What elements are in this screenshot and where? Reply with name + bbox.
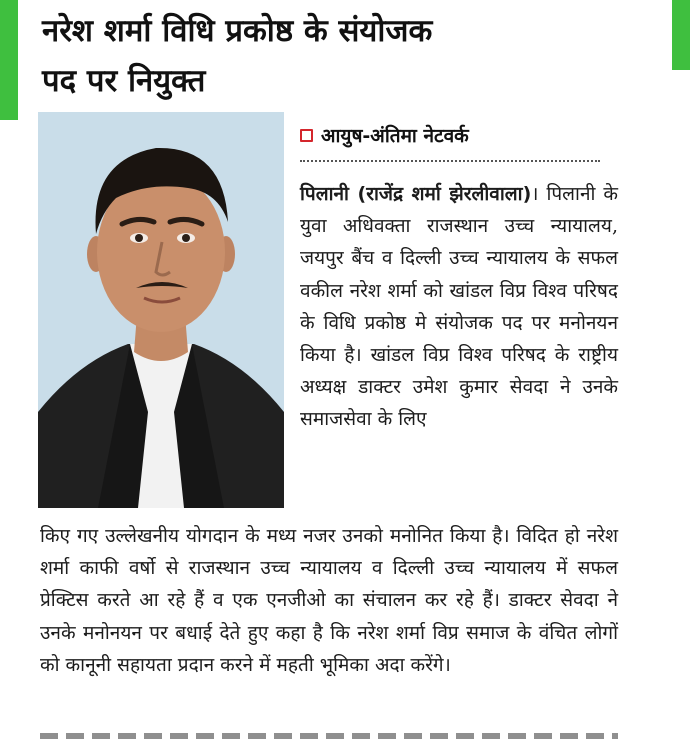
article-body-continued: किए गए उल्लेखनीय योगदान के मध्य नजर उनको मनोनित किया है। विदित हो नरेश शर्मा काफी वर्षो से राजस्थान उच्च न्यायालय व दिल्ली उच्च न्यायालय में सफल प्रेक्टिस करते आ रहे हैं व एक एनजीओ का संचालन कर रहे हैं। डाक्टर सेवदा ने उनके मनोनयन पर बधाई देते हुए कहा है कि नरेश शर्मा विप्र समाज के वंचित लोगों को कानूनी सहायता प्रदान करने में महती भूमिका अदा करेंगे। [40,525,618,676]
article-dateline: पिलानी (राजेंद्र शर्मा झेरलीवाला) [300,183,532,205]
byline [300,120,469,150]
portrait-photo [38,112,284,508]
article-headline [42,6,662,106]
right-green-accent-bar [672,0,690,70]
left-green-accent-bar [0,0,18,120]
byline-divider [300,160,600,162]
article-body-column [300,178,618,436]
article-column-text: । पिलानी के युवा अधिवक्ता राजस्थान उच्च न्यायालय, जयपुर बैंच व दिल्ली उच्च न्यायालय के सफल वकील नरेश शर्मा को खांडल विप्र विश्व परिषद के विधि प्रकोष्ठ मे संयोजक पद पर मनोनयन किया है। खांडल विप्र विश्व परिषद के राष्ट्रीय अध्यक्ष डाक्टर उमेश कुमार सेवदा ने उनके समाजसेवा के लिए [300,183,618,431]
headline-line-1: नरेश शर्मा विधि प्रकोष्ठ के संयोजक [42,13,433,49]
red-square-icon [300,129,313,142]
headline-line-2: पद पर नियुक्त [42,63,206,99]
cut-off-text-line [40,733,618,739]
byline-text: आयुष-अंतिमा नेटवर्क [321,125,469,147]
